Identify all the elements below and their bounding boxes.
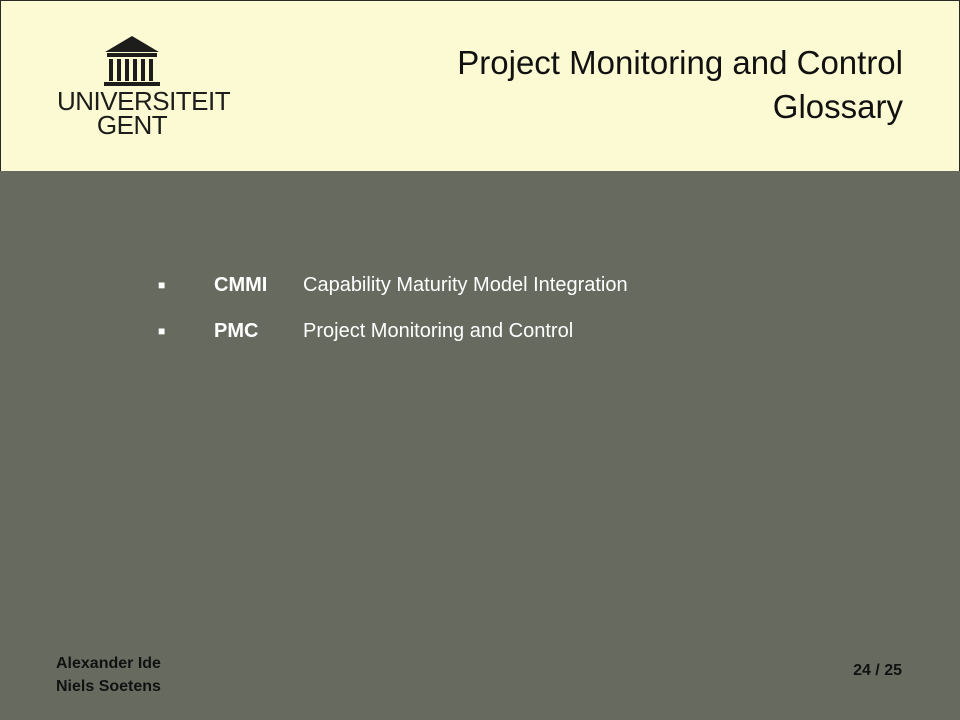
slide-title-line1: Project Monitoring and Control: [457, 44, 903, 81]
university-name-line1: UNIVERSITEIT: [57, 86, 231, 116]
square-bullet-icon: ■: [158, 278, 166, 292]
page-number: 24 / 25: [853, 662, 902, 679]
slide-title-line2: Glossary: [772, 88, 903, 125]
author-name: Alexander Ide: [56, 655, 161, 672]
university-name: [57, 86, 231, 140]
university-logo: [57, 33, 231, 143]
glossary-term: PMC: [214, 320, 259, 342]
glossary-list: [158, 270, 858, 362]
university-name-line2: GENT: [96, 110, 168, 140]
slide-header: [0, 0, 960, 171]
temple-icon: [57, 33, 207, 91]
author-list: [56, 652, 161, 698]
square-bullet-icon: ■: [158, 324, 166, 338]
glossary-definition: Project Monitoring and Control: [303, 320, 574, 342]
glossary-item-cmmi: [158, 270, 858, 316]
glossary-definition: Capability Maturity Model Integration: [303, 274, 628, 296]
glossary-item-pmc: [158, 316, 858, 362]
slide-title: [303, 41, 903, 129]
glossary-term: CMMI: [214, 274, 268, 296]
author-name: Niels Soetens: [56, 678, 161, 695]
